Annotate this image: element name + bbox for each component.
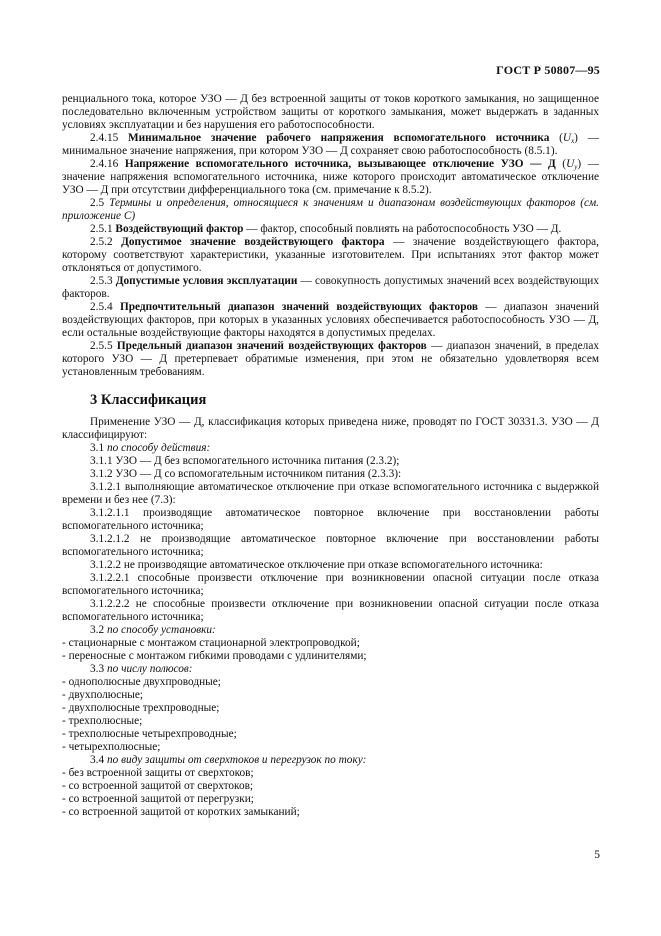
text-run: - стационарные с монтажом стационарной электропроводкой;: [62, 637, 360, 649]
text-run: — диапазон значений воздействующих факторов, при которых в указанных условиях обеспечивается работоспособность УЗО — Д, если остальные воздействующие факторы находятся в допустимых пределах.: [62, 301, 600, 339]
text-run: 3.1.2.2.1 способные произвести отключение при возникновении опасной ситуации после отказа вспомогательного источника;: [62, 572, 599, 597]
text-run: - трехполюсные;: [62, 715, 143, 727]
term-name: Предпочтительный диапазон значений воздействующих факторов: [119, 301, 478, 313]
classification-item: [62, 468, 599, 481]
text-run: 2.5.3: [90, 275, 116, 287]
classification-item: [62, 507, 599, 533]
list-item: [62, 806, 599, 819]
italic-text: y: [574, 163, 578, 171]
classification-item: [62, 624, 599, 637]
text-run: - без встроенной защиты от сверхтоков;: [62, 767, 254, 779]
standard-code-header: ГОСТ Р 50807—95: [496, 63, 600, 77]
classification-item: [62, 455, 599, 468]
definition-paragraph: [62, 223, 599, 236]
classification-item: [62, 533, 599, 559]
definition-paragraph: [62, 236, 599, 275]
continued-paragraph: [62, 93, 599, 132]
text-run: - двухполюсные;: [62, 689, 144, 701]
classification-item: [62, 663, 599, 676]
text-run: - двухполюсные трехпроводные;: [62, 702, 220, 714]
classification-item: [62, 754, 599, 767]
section-heading: 3 Классификация: [90, 392, 207, 408]
text-run: 3.3: [90, 663, 107, 675]
italic-text: по способу установки:: [106, 624, 216, 636]
list-item: [62, 702, 599, 715]
italic-text: по виду защиты от сверхтоков и перегрузок по току:: [106, 754, 367, 766]
text-run: 3.1.2 УЗО — Д со вспомогательным источником питания (2.3.3):: [90, 468, 402, 480]
text-run: 2.5.2: [90, 236, 122, 248]
text-run: 2.5: [90, 197, 110, 209]
term-name: Предельный диапазон значений воздействующих факторов: [116, 340, 427, 352]
definition-paragraph: [62, 158, 599, 197]
text-run: - трехполюсные четырехпроводные;: [62, 728, 237, 740]
definitions-block: [62, 93, 599, 379]
text-run: — значение воздействующего фактора, которому соответствуют характеристики, указанные изготовителем. При испытаниях этот фактор может отклоняться от допустимого.: [62, 236, 600, 274]
term-name: Воздействующий фактор: [115, 223, 244, 235]
list-item: [62, 793, 599, 806]
italic-text: U: [566, 158, 575, 170]
text-run: (: [555, 158, 567, 170]
classification-item: [62, 481, 599, 507]
list-item: [62, 689, 599, 702]
text-run: - однополюсные двухпроводные;: [62, 676, 221, 688]
text-run: 3.1.2.2.2 не способные произвести отключение при возникновении опасной ситуации после отказа вспомогательного источника;: [62, 598, 599, 623]
italic-text: U: [562, 132, 572, 144]
italic-text: по способу действия:: [106, 442, 211, 454]
list-item: [62, 728, 599, 741]
document-body: [62, 93, 599, 819]
italic-text: по числу полюсов:: [106, 663, 193, 675]
text-run: - со встроенной защитой от сверхтоков;: [62, 780, 254, 792]
italic-text: x: [571, 137, 575, 145]
text-run: - четырехполюсные;: [62, 741, 161, 753]
list-item: [62, 767, 599, 780]
classification-item: [62, 598, 599, 624]
definition-paragraph: [62, 340, 599, 379]
list-item: [62, 637, 599, 650]
text-run: - со встроенной защитой от коротких замыканий;: [62, 806, 300, 818]
list-item: [62, 780, 599, 793]
classification-item: [62, 442, 599, 455]
text-run: ренциального тока, которое УЗО — Д без встроенной защиты от токов короткого замыкания, но защищенное последовательно включенным устройством защиты от короткого замыкания, может выдержать в заданных условиях эксплуатации и без нарушения его работоспособности.: [62, 93, 599, 131]
text-run: 3.1.2.1.1 производящие автоматическое повторное включение при восстановлении работы вспомогательного источника;: [62, 507, 599, 532]
definition-paragraph: [62, 197, 599, 223]
classification-item: [62, 572, 599, 598]
text-run: 3.1.1 УЗО — Д без вспомогательного источника питания (2.3.2);: [90, 455, 400, 467]
text-run: ) — минимальное значение напряжения, при котором УЗО — Д сохраняет свою работоспособность (8.5.1).: [62, 132, 599, 157]
list-item: [62, 715, 599, 728]
text-run: — диапазон значений, в пределах которого УЗО — Д претерпевает обратимые изменения, при этом не обязательно удовлетворяя всем установленным требованиям.: [62, 340, 599, 378]
term-name: Допустимые условия эксплуатации: [115, 275, 298, 287]
text-run: ) — значение напряжения вспомогательного источника, ниже которого происходит автоматическое отключение УЗО — Д при отсутствии дифференциального тока (см. примечание к 8.5.2).: [62, 158, 599, 196]
list-item: [62, 676, 599, 689]
text-run: 3.2: [90, 624, 107, 636]
classification-item: [62, 416, 599, 442]
classification-block: [62, 416, 599, 819]
list-item: [62, 650, 599, 663]
text-run: Применение УЗО — Д, классификация которых приведена ниже, проводят по ГОСТ 30331.3. УЗО — Д классифицируют:: [62, 416, 599, 441]
text-run: 3.1: [90, 442, 107, 454]
text-run: — фактор, способный повлиять на работоспособность УЗО — Д.: [243, 223, 562, 235]
text-run: - со встроенной защитой от перегрузки;: [62, 793, 254, 805]
definition-paragraph: [62, 275, 599, 301]
text-run: (: [549, 132, 563, 144]
term-name: Допустимое значение воздействующего фактора: [121, 236, 385, 248]
text-run: - переносные с монтажом гибкими проводами с удлинителями;: [62, 650, 367, 662]
text-run: 2.5.5: [90, 340, 117, 352]
definition-paragraph: [62, 301, 599, 340]
text-run: 2.5.4: [90, 301, 120, 313]
text-run: 2.4.16: [90, 158, 125, 170]
term-name: Напряжение вспомогательного источника, вызывающее отключение УЗО — Д: [124, 158, 556, 170]
term-name: Минимальное значение рабочего напряжения вспомогательного источника: [128, 132, 550, 144]
page-number: 5: [594, 849, 600, 861]
text-run: 3.4: [90, 754, 107, 766]
text-run: — совокупность допустимых значений всех воздействующих факторов.: [62, 275, 599, 300]
list-item: [62, 741, 599, 754]
text-run: 2.5.1: [90, 223, 116, 235]
text-run: 2.4.15: [90, 132, 129, 144]
text-run: 3.1.2.2 не производящие автоматическое отключение при отказе вспомогательного источника:: [90, 559, 543, 571]
text-run: 3.1.2.1.2 не производящие автоматическое повторное включение при восстановлении работы вспомогательного источника;: [62, 533, 599, 558]
text-run: 3.1.2.1 выполняющие автоматическое отключение при отказе вспомогательного источника с выдержкой времени и без нее (7.3):: [62, 481, 599, 506]
definition-paragraph: [62, 132, 599, 158]
italic-text: Термины и определения, относящиеся к значениям и диапазонам воздействующих факторов (см. приложение С): [62, 197, 599, 222]
classification-item: [62, 559, 599, 572]
